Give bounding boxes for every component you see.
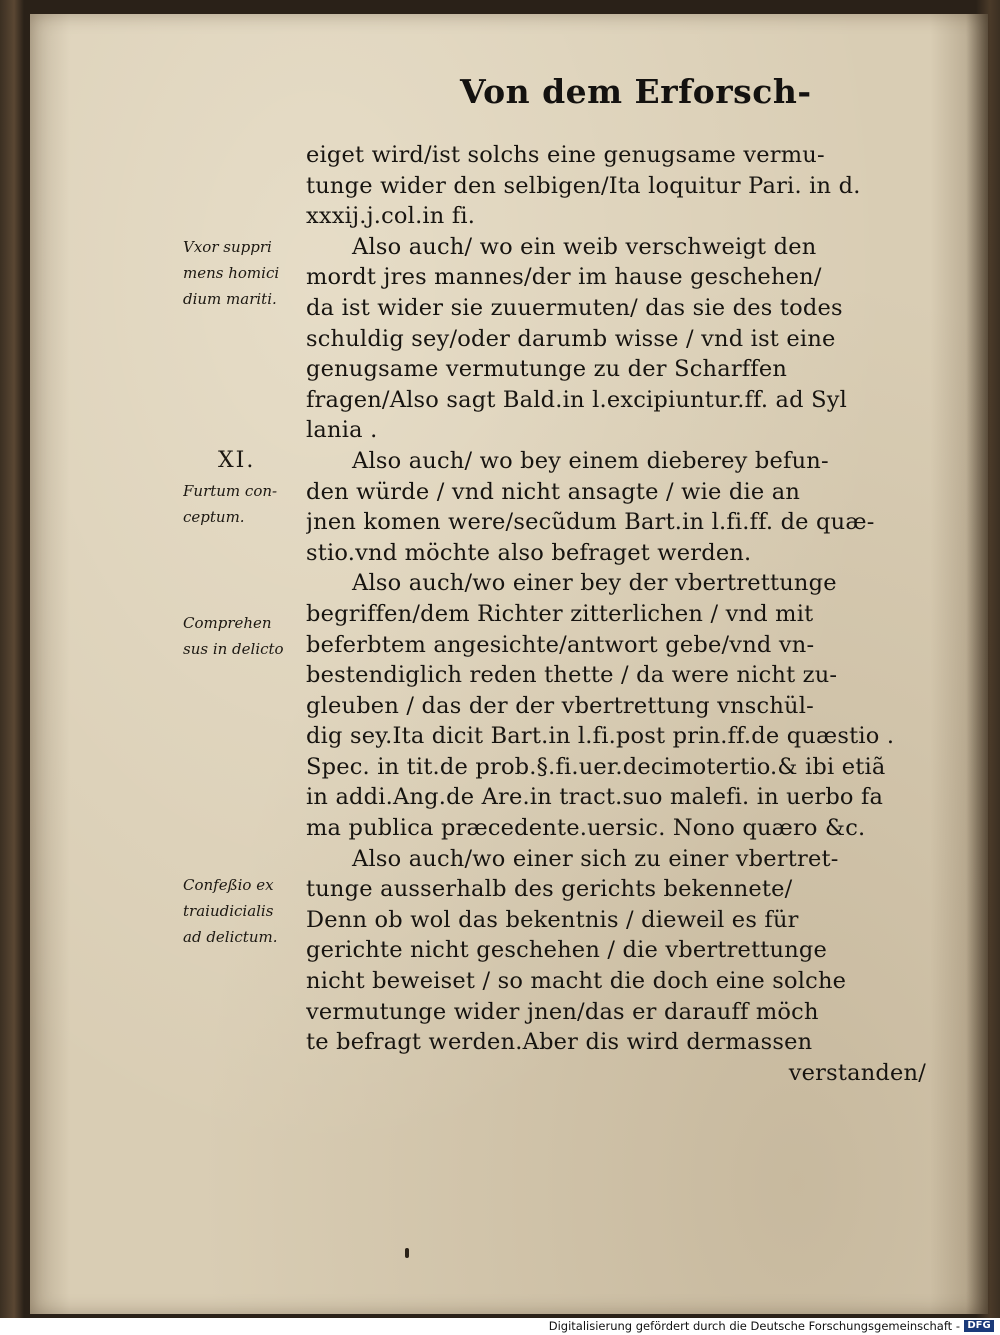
text-line: tunge wider den selbigen/Ita loquitur Pari. in d.: [306, 172, 861, 199]
margin-note-line: ad delictum.: [183, 928, 278, 946]
margin-note-comprehensus: [183, 610, 308, 662]
text-line: Spec. in tit.de prob.§.fi.uer.decimotertio.& ibi etiã: [306, 753, 886, 780]
text-line: Also auch/wo einer bey der vbertrettunge: [352, 570, 837, 597]
text-line: Denn ob wol das bekentnis / dieweil es für: [306, 906, 799, 933]
margin-note-uxor: [183, 234, 308, 312]
dfg-logo: DFG: [964, 1320, 994, 1332]
margin-note-line: mens homici: [183, 264, 280, 282]
ink-mark: [405, 1248, 409, 1258]
text-line: da ist wider sie zuuermuten/ das sie des todes: [306, 294, 843, 321]
text-line: nicht beweiset / so macht die doch eine solche: [306, 968, 847, 995]
running-header: Von dem Erforsch-: [460, 72, 812, 111]
margin-note-confessio: [183, 872, 308, 950]
main-text-block: [306, 140, 926, 1088]
text-line: xxxij.j.col.in fi.: [306, 203, 476, 230]
text-line: ma publica præcedente.uersic. Nono quæro &c.: [306, 815, 866, 842]
text-line: dig sey.Ita dicit Bart.in l.fi.post prin.ff.de quæstio .: [306, 723, 895, 750]
funding-credit-text: Digitalisierung gefördert durch die Deutsche Forschungsgemeinschaft -: [548, 1319, 960, 1333]
catchword-line: verstanden/: [788, 1059, 926, 1086]
page-gutter-shadow: [966, 14, 988, 1314]
text-line: gleuben / das der der vbertrettung vnschül-: [306, 692, 814, 719]
text-line: jnen komen were/secũdum Bart.in l.fi.ff. de quæ-: [306, 509, 875, 536]
margin-note-furtum: [183, 478, 308, 530]
text-line: vermutunge wider jnen/das er darauff möch: [306, 998, 819, 1025]
margin-note-line: traiudicialis: [183, 902, 274, 920]
text-line: lania .: [306, 417, 378, 444]
text-line: mordt jres mannes/der im hause geschehen/: [306, 264, 822, 291]
digitization-footer: [0, 1318, 1000, 1335]
margin-note-line: Furtum con-: [183, 482, 278, 500]
text-line: in addi.Ang.de Are.in tract.suo malefi. in uerbo fa: [306, 784, 884, 811]
text-line: Also auch/wo einer sich zu einer vbertret-: [352, 845, 839, 872]
margin-note-line: dium mariti.: [183, 290, 277, 308]
margin-note-line: Comprehen: [183, 614, 272, 632]
text-line: te befragt werden.Aber dis wird dermassen: [306, 1029, 813, 1056]
text-line: genugsame vermutunge zu der Scharffen: [306, 356, 788, 383]
margin-note-line: Vxor suppri: [183, 238, 272, 256]
text-line: stio.vnd möchte also befraget werden.: [306, 539, 752, 566]
margin-note-line: Confeßio ex: [183, 876, 274, 894]
text-line: tunge ausserhalb des gerichts bekennete/: [306, 876, 793, 903]
text-line: Also auch/ wo bey einem dieberey befun-: [352, 447, 829, 474]
text-line: eiget wird/ist solchs eine genugsame vermu-: [306, 142, 825, 168]
text-line: den würde / vnd nicht ansagte / wie die an: [306, 478, 801, 505]
text-line: Also auch/ wo ein weib verschweigt den: [352, 233, 817, 260]
text-line: begriffen/dem Richter zitterlichen / vnd mit: [306, 600, 814, 627]
text-line: beferbtem angesichte/antwort gebe/vnd vn-: [306, 631, 815, 658]
section-number: XI.: [218, 448, 256, 473]
text-line: bestendiglich reden thette / da were nicht zu-: [306, 662, 838, 689]
text-line: schuldig sey/oder darumb wisse / vnd ist eine: [306, 325, 836, 352]
margin-note-line: ceptum.: [183, 508, 245, 526]
text-line: gerichte nicht geschehen / die vbertrettunge: [306, 937, 828, 964]
margin-note-line: sus in delicto: [183, 640, 284, 658]
text-line: fragen/Also sagt Bald.in l.excipiuntur.ff. ad Syl: [306, 386, 848, 413]
